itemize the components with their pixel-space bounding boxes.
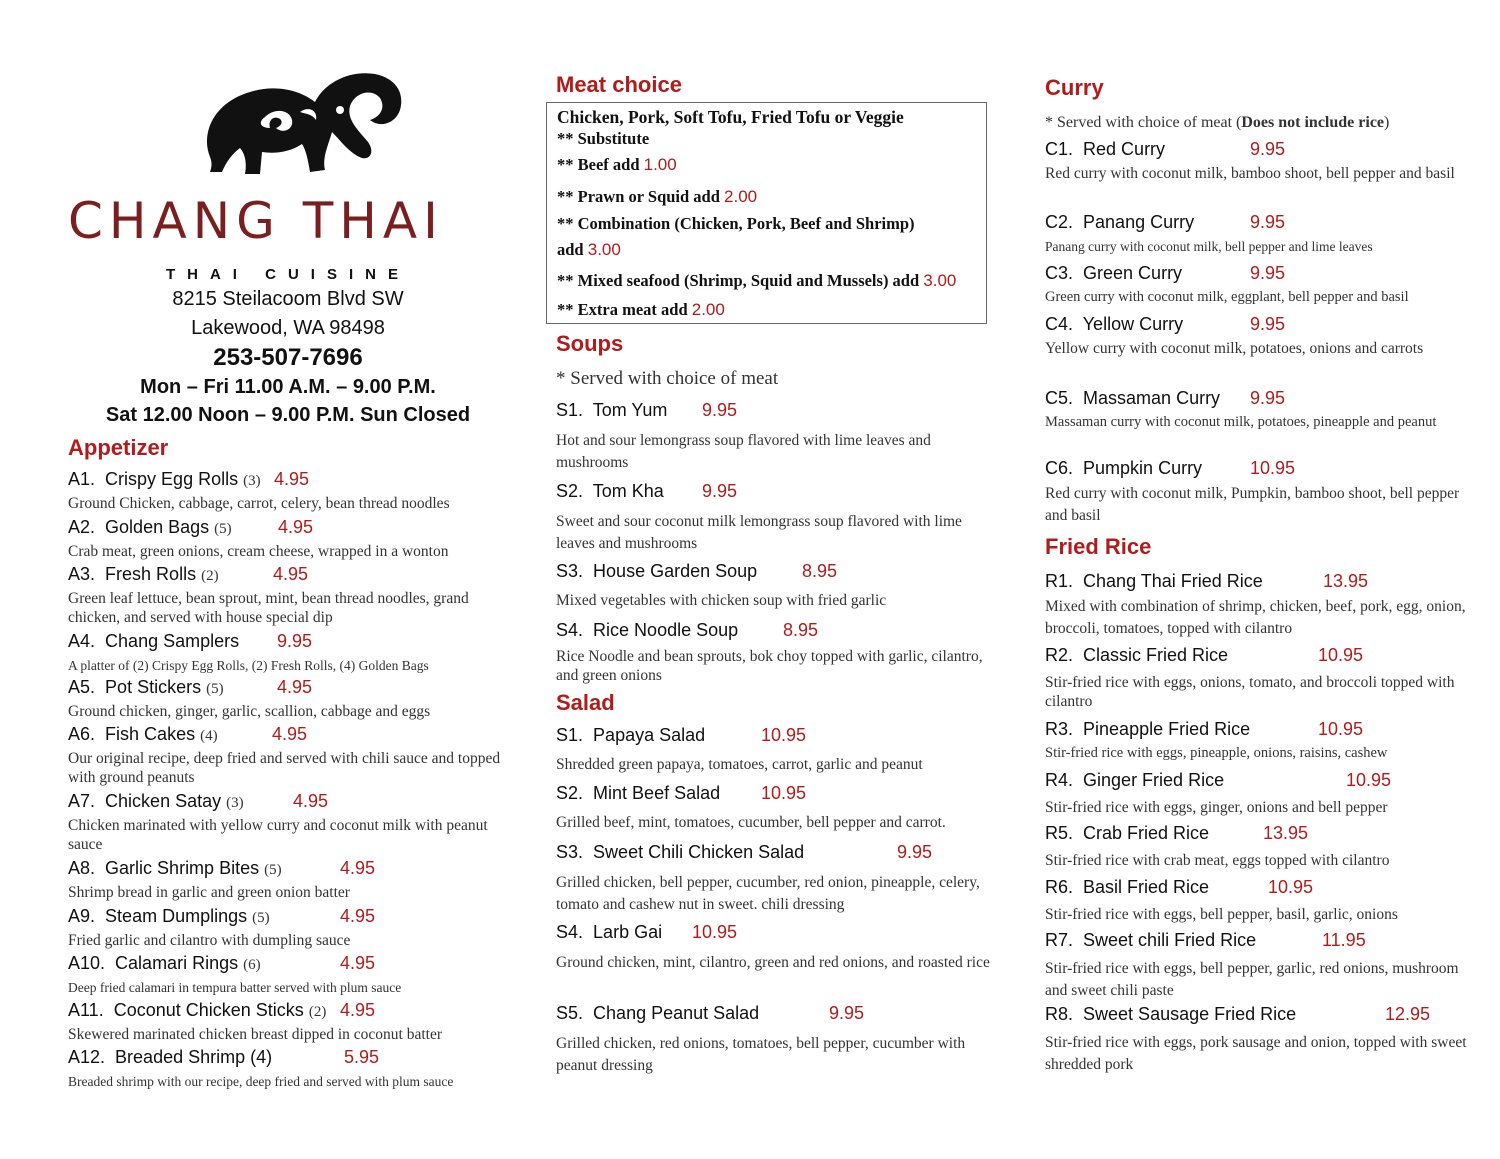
item-description: Hot and sour lemongrass soup flavored with lime leaves and mushrooms bbox=[556, 432, 931, 471]
substitute-label: ** Substitute bbox=[557, 129, 650, 148]
item-price: 10.95 bbox=[761, 783, 807, 803]
item-count: (4) bbox=[200, 728, 218, 744]
item-price: 10.95 bbox=[1268, 877, 1314, 897]
item-code: A12. bbox=[68, 1047, 106, 1067]
seafood-label: ** Mixed seafood (Shrimp, Squid and Mussels) add bbox=[557, 271, 924, 290]
item-code: S1. bbox=[556, 725, 584, 745]
item-description: Stir-fried rice with eggs, bell pepper, basil, garlic, onions bbox=[1045, 906, 1398, 923]
item-code: A9. bbox=[68, 906, 96, 926]
item-description: Green leaf lettuce, bean sprout, mint, bean thread noodles, grand chicken, and served with house special dip bbox=[68, 590, 469, 626]
item-name: Pineapple Fried Rice bbox=[1083, 719, 1251, 739]
item-code: R7. bbox=[1045, 930, 1074, 950]
item-description: Stir-fried rice with eggs, pineapple, onions, raisins, cashew bbox=[1045, 745, 1388, 761]
item-description: Stir-fried rice with eggs, onions, tomato, and broccoli topped with cilantro bbox=[1045, 674, 1455, 710]
item-description: Shredded green papaya, tomatoes, carrot, garlic and peanut bbox=[556, 756, 923, 773]
item-name: Golden Bags bbox=[105, 517, 210, 537]
item-name: Fresh Rolls bbox=[105, 564, 197, 584]
curry-note bbox=[1045, 114, 1389, 132]
menu-item-s3-salad bbox=[556, 842, 996, 916]
menu-item-s4-salad bbox=[556, 922, 996, 974]
item-price: 11.95 bbox=[1322, 930, 1366, 950]
item-description: Fried garlic and cilantro with dumpling sauce bbox=[68, 932, 351, 949]
item-name: Larb Gai bbox=[593, 922, 663, 942]
item-code: A3. bbox=[68, 564, 96, 584]
menu-item-c6 bbox=[1045, 458, 1470, 527]
item-name: Yellow Curry bbox=[1082, 314, 1184, 334]
curry-note-post: ) bbox=[1384, 114, 1390, 131]
item-name: Massaman Curry bbox=[1083, 388, 1221, 408]
menu-item-c4 bbox=[1045, 314, 1470, 358]
item-name: House Garden Soup bbox=[593, 561, 758, 581]
item-code: A10. bbox=[68, 953, 106, 973]
item-description: Stir-fried rice with eggs, ginger, onions and bell pepper bbox=[1045, 799, 1388, 816]
item-price: 9.95 bbox=[1250, 388, 1286, 408]
menu-item-r3 bbox=[1045, 719, 1470, 763]
item-code: A5. bbox=[68, 677, 96, 697]
item-name: Mint Beef Salad bbox=[593, 783, 721, 803]
item-description: Stir-fried rice with eggs, pork sausage and onion, topped with sweet shredded pork bbox=[1045, 1034, 1467, 1073]
hours-weekend: Sat 12.00 Noon – 9.00 P.M. Sun Closed bbox=[105, 404, 471, 426]
extra-label: ** Extra meat add bbox=[557, 300, 692, 319]
item-name: Garlic Shrimp Bites bbox=[105, 858, 260, 878]
menu-item-a1 bbox=[68, 469, 508, 513]
item-code: R8. bbox=[1045, 1004, 1074, 1024]
item-price: 10.95 bbox=[692, 922, 738, 942]
item-count: (3) bbox=[226, 795, 244, 811]
item-description: Red curry with coconut milk, bamboo shoot, bell pepper and basil bbox=[1045, 165, 1455, 182]
menu-item-a9 bbox=[68, 906, 508, 950]
item-price: 4.95 bbox=[278, 517, 314, 537]
item-price: 10.95 bbox=[1346, 770, 1392, 790]
menu-item-c2 bbox=[1045, 212, 1470, 256]
menu-item-s2-soup bbox=[556, 481, 996, 555]
item-price: 10.95 bbox=[1318, 645, 1364, 665]
item-code: A4. bbox=[68, 631, 96, 651]
item-description: Rice Noodle and bean sprouts, bok choy topped with garlic, cilantro, and green onions bbox=[556, 648, 983, 684]
item-price: 10.95 bbox=[1318, 719, 1364, 739]
item-code: R4. bbox=[1045, 770, 1074, 790]
menu-item-r2 bbox=[1045, 645, 1470, 711]
item-description: Yellow curry with coconut milk, potatoes, onions and carrots bbox=[1045, 340, 1424, 357]
menu-item-a10 bbox=[68, 953, 508, 997]
item-name: Crab Fried Rice bbox=[1083, 823, 1210, 843]
menu-item-a8 bbox=[68, 858, 508, 902]
item-description: Panang curry with coconut milk, bell pepper and lime leaves bbox=[1045, 239, 1373, 254]
item-price: 4.95 bbox=[272, 724, 308, 744]
seafood-price: 3.00 bbox=[923, 271, 957, 290]
item-count: (5) bbox=[264, 862, 282, 878]
soups-note: * Served with choice of meat bbox=[556, 368, 779, 389]
item-code: A7. bbox=[68, 791, 96, 811]
item-code: A2. bbox=[68, 517, 96, 537]
menu-item-s4-soup bbox=[556, 620, 996, 685]
menu-item-a4 bbox=[68, 631, 508, 675]
menu-item-r6 bbox=[1045, 877, 1470, 924]
item-code: C6. bbox=[1045, 458, 1074, 478]
item-code: S5. bbox=[556, 1003, 584, 1023]
item-name: Pot Stickers bbox=[105, 677, 202, 697]
item-count: (2) bbox=[201, 568, 219, 584]
item-count: (3) bbox=[243, 473, 261, 489]
item-price: 9.95 bbox=[277, 631, 313, 651]
item-code: C2. bbox=[1045, 212, 1074, 232]
item-description: Skewered marinated chicken breast dipped in coconut batter bbox=[68, 1026, 443, 1043]
item-name: Coconut Chicken Sticks bbox=[113, 1000, 304, 1020]
menu-item-s1-salad bbox=[556, 725, 996, 774]
item-code: A6. bbox=[68, 724, 96, 744]
combo-price: 3.00 bbox=[587, 240, 621, 259]
item-name: Ginger Fried Rice bbox=[1083, 770, 1225, 790]
item-description: Grilled beef, mint, tomatoes, cucumber, bell pepper and carrot. bbox=[556, 814, 946, 831]
item-price: 4.95 bbox=[293, 791, 329, 811]
menu-item-a12 bbox=[68, 1047, 508, 1091]
menu-item-c1 bbox=[1045, 139, 1470, 183]
item-code: S4. bbox=[556, 922, 584, 942]
item-description: Ground Chicken, cabbage, carrot, celery, bean thread noodles bbox=[68, 495, 450, 512]
item-price: 9.95 bbox=[1250, 139, 1286, 159]
menu-item-a11 bbox=[68, 1000, 508, 1044]
extra-price: 2.00 bbox=[691, 300, 725, 319]
item-price: 4.95 bbox=[273, 564, 309, 584]
contact-info bbox=[68, 285, 508, 429]
item-description: Breaded shrimp with our recipe, deep fried and served with plum sauce bbox=[68, 1074, 454, 1089]
item-code: A1. bbox=[68, 469, 96, 489]
item-price: 4.95 bbox=[277, 677, 313, 697]
item-code: S2. bbox=[556, 783, 584, 803]
item-code: C5. bbox=[1045, 388, 1074, 408]
restaurant-header bbox=[68, 62, 508, 429]
item-description: Crab meat, green onions, cream cheese, wrapped in a wonton bbox=[68, 543, 449, 560]
item-price: 9.95 bbox=[829, 1003, 865, 1023]
item-price: 4.95 bbox=[340, 1000, 376, 1020]
item-name: Chang Samplers bbox=[105, 631, 240, 651]
item-description: Deep fried calamari in tempura batter served with plum sauce bbox=[68, 980, 402, 995]
item-name: Sweet Chili Chicken Salad bbox=[593, 842, 805, 862]
item-description: Grilled chicken, red onions, tomatoes, bell pepper, cucumber with peanut dressing bbox=[556, 1035, 966, 1074]
item-price: 4.95 bbox=[274, 469, 310, 489]
item-count: (6) bbox=[243, 957, 261, 973]
item-name: Panang Curry bbox=[1083, 212, 1195, 232]
item-name: Pumpkin Curry bbox=[1083, 458, 1203, 478]
combo-price-line bbox=[557, 240, 621, 260]
soups-title: Soups bbox=[556, 331, 624, 356]
brand-name: CHANG THAI bbox=[68, 192, 444, 250]
item-code: S3. bbox=[556, 842, 584, 862]
item-description: Ground chicken, ginger, garlic, scallion, cabbage and eggs bbox=[68, 703, 431, 720]
item-name: Chang Peanut Salad bbox=[593, 1003, 760, 1023]
meat-choice-title: Meat choice bbox=[556, 72, 682, 97]
item-description: Red curry with coconut milk, Pumpkin, bamboo shoot, bell pepper and basil bbox=[1045, 485, 1460, 524]
item-price: 10.95 bbox=[761, 725, 807, 745]
item-code: R6. bbox=[1045, 877, 1074, 897]
item-description: Grilled chicken, bell pepper, cucumber, red onion, pineapple, celery, tomato and cashew nut in sweet. chili dressing bbox=[556, 874, 980, 913]
menu-item-s5-salad bbox=[556, 1003, 996, 1077]
item-code: S4. bbox=[556, 620, 584, 640]
item-code: A11. bbox=[68, 1000, 104, 1020]
item-description: Mixed vegetables with chicken soup with fried garlic bbox=[556, 592, 887, 609]
item-code: A8. bbox=[68, 858, 96, 878]
menu-item-r1 bbox=[1045, 571, 1470, 640]
item-name: Papaya Salad bbox=[593, 725, 706, 745]
menu-item-r4 bbox=[1045, 770, 1470, 817]
item-name: Tom Yum bbox=[592, 400, 668, 420]
phone-number[interactable]: 253-507-7696 bbox=[213, 344, 363, 371]
menu-item-s1-soup bbox=[556, 400, 996, 474]
brand-tagline: THAI CUISINE bbox=[165, 266, 410, 283]
item-price: 9.95 bbox=[702, 400, 738, 420]
item-description: Massaman curry with coconut milk, potatoes, pineapple and peanut bbox=[1045, 414, 1437, 430]
address-line1: 8215 Steilacoom Blvd SW bbox=[172, 288, 404, 310]
curry-note-bold: Does not include rice bbox=[1241, 114, 1385, 131]
menu-item-a5 bbox=[68, 677, 508, 721]
menu-item-s3-soup bbox=[556, 561, 996, 610]
item-name: Crispy Egg Rolls bbox=[105, 469, 239, 489]
combo-add-label: add bbox=[557, 240, 588, 259]
item-count: (5) bbox=[206, 681, 224, 697]
item-code: S2. bbox=[556, 481, 584, 501]
appetizer-title: Appetizer bbox=[68, 435, 169, 460]
item-price: 9.95 bbox=[702, 481, 738, 501]
prawn-option bbox=[557, 187, 757, 207]
seafood-option bbox=[557, 271, 956, 291]
item-code: S3. bbox=[556, 561, 584, 581]
item-price: 10.95 bbox=[1250, 458, 1296, 478]
item-code: C4. bbox=[1045, 314, 1074, 334]
beef-label: ** Beef add bbox=[557, 155, 644, 174]
item-code: R1. bbox=[1045, 571, 1074, 591]
item-name: Basil Fried Rice bbox=[1083, 877, 1210, 897]
curry-title: Curry bbox=[1045, 75, 1104, 100]
item-code: S1. bbox=[556, 400, 584, 420]
extra-option bbox=[557, 300, 725, 320]
item-price: 8.95 bbox=[802, 561, 838, 581]
item-description: Chicken marinated with yellow curry and coconut milk with peanut sauce bbox=[68, 817, 488, 853]
item-name: Fish Cakes bbox=[105, 724, 196, 744]
beef-price: 1.00 bbox=[643, 155, 677, 174]
prawn-price: 2.00 bbox=[724, 187, 758, 206]
item-price: 4.95 bbox=[340, 858, 376, 878]
item-name: Rice Noodle Soup bbox=[593, 620, 739, 640]
item-price: 9.95 bbox=[1250, 212, 1286, 232]
item-description: Shrimp bread in garlic and green onion batter bbox=[68, 884, 350, 901]
item-code: R3. bbox=[1045, 719, 1074, 739]
hours-weekday: Mon – Fri 11.00 A.M. – 9.00 P.M. bbox=[140, 376, 436, 398]
item-code: R5. bbox=[1045, 823, 1074, 843]
menu-item-a7 bbox=[68, 791, 508, 854]
item-count: (2) bbox=[308, 1004, 327, 1020]
menu-item-c5 bbox=[1045, 388, 1470, 432]
item-name: Red Curry bbox=[1083, 139, 1166, 159]
item-price: 4.95 bbox=[340, 906, 376, 926]
beef-option bbox=[557, 155, 677, 175]
item-price: 13.95 bbox=[1263, 823, 1309, 843]
item-description: Sweet and sour coconut milk lemongrass soup flavored with lime leaves and mushrooms bbox=[556, 513, 962, 552]
item-count: (5) bbox=[214, 521, 232, 537]
item-description: Green curry with coconut milk, eggplant, bell pepper and basil bbox=[1045, 289, 1409, 305]
prawn-label: ** Prawn or Squid add bbox=[557, 187, 725, 206]
menu-item-r7 bbox=[1045, 930, 1470, 1002]
menu-item-s2-salad bbox=[556, 783, 996, 832]
item-name: Classic Fried Rice bbox=[1083, 645, 1229, 665]
menu-item-r5 bbox=[1045, 823, 1470, 870]
item-name: Calamari Rings bbox=[115, 953, 239, 973]
menu-item-r8 bbox=[1045, 1004, 1470, 1076]
curry-note-pre: * Served with choice of meat ( bbox=[1045, 114, 1242, 131]
salad-title: Salad bbox=[556, 690, 615, 715]
item-description: Stir-fried rice with eggs, bell pepper, garlic, red onions, mushroom and sweet chili paste bbox=[1045, 960, 1459, 999]
item-description: Mixed with combination of shrimp, chicken, beef, pork, egg, onion, broccoli, tomatoes, topped with cilantro bbox=[1045, 598, 1466, 637]
item-price: 9.95 bbox=[1250, 314, 1286, 334]
item-count: (5) bbox=[252, 910, 270, 926]
meat-choice-box bbox=[546, 102, 987, 324]
menu-item-a6 bbox=[68, 724, 508, 787]
menu-item-a2 bbox=[68, 517, 508, 561]
item-code: C1. bbox=[1045, 139, 1074, 159]
item-price: 4.95 bbox=[340, 953, 376, 973]
item-name: Chicken Satay bbox=[105, 791, 222, 811]
menu-item-c3 bbox=[1045, 263, 1470, 307]
item-code: R2. bbox=[1045, 645, 1074, 665]
elephant-icon bbox=[190, 62, 430, 192]
item-name: Chang Thai Fried Rice bbox=[1083, 571, 1263, 591]
item-name: Sweet Sausage Fried Rice bbox=[1083, 1004, 1297, 1024]
item-price: 13.95 bbox=[1323, 571, 1369, 591]
item-price: 9.95 bbox=[1250, 263, 1286, 283]
item-description: Our original recipe, deep fried and served with chili sauce and topped with ground peanuts bbox=[68, 750, 501, 786]
item-name: Green Curry bbox=[1083, 263, 1183, 283]
menu-item-a3 bbox=[68, 564, 508, 627]
item-price: 8.95 bbox=[783, 620, 819, 640]
item-price: 12.95 bbox=[1385, 1004, 1431, 1024]
meat-options: Chicken, Pork, Soft Tofu, Fried Tofu or Veggie bbox=[557, 107, 904, 127]
item-name: Sweet chili Fried Rice bbox=[1083, 930, 1257, 950]
item-code: C3. bbox=[1045, 263, 1074, 283]
item-price: 9.95 bbox=[897, 842, 933, 862]
item-name: Steam Dumplings bbox=[105, 906, 248, 926]
item-price: 5.95 bbox=[344, 1047, 380, 1067]
item-name: Tom Kha bbox=[592, 481, 664, 501]
fried-rice-title: Fried Rice bbox=[1045, 534, 1152, 559]
address-line2: Lakewood, WA 98498 bbox=[191, 317, 385, 339]
item-description: A platter of (2) Crispy Egg Rolls, (2) Fresh Rolls, (4) Golden Bags bbox=[68, 658, 429, 673]
item-description: Ground chicken, mint, cilantro, green and red onions, and roasted rice bbox=[556, 954, 990, 971]
combo-option: ** Combination (Chicken, Pork, Beef and Shrimp) bbox=[557, 214, 915, 233]
item-description: Stir-fried rice with crab meat, eggs topped with cilantro bbox=[1045, 852, 1390, 869]
item-name: Breaded Shrimp (4) bbox=[115, 1047, 273, 1067]
